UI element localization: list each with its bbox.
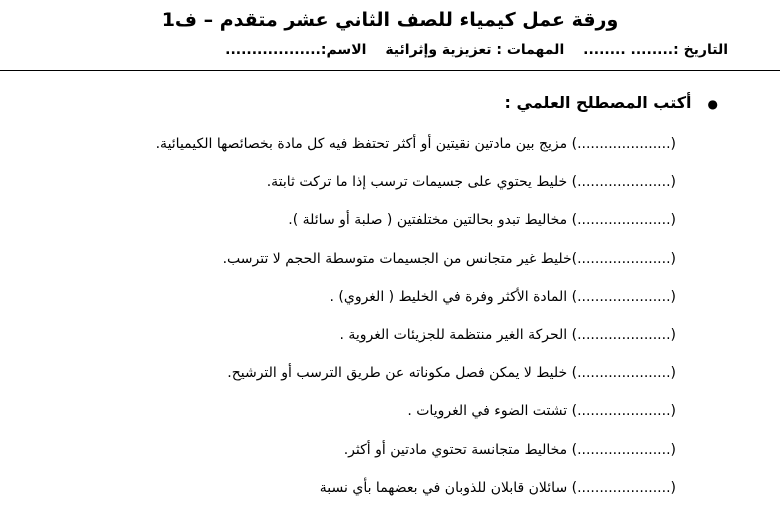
header-divider: [0, 70, 780, 71]
name-field-label: الاسم:..................: [225, 42, 367, 58]
question-list: [156, 125, 676, 507]
section-heading-text: أكتب المصطلح العلمي :: [504, 93, 692, 112]
question-item: (.....................) خليط لا يمكن فصل مكوناته عن طريق الترسب أو الترشيح.: [227, 365, 676, 382]
question-item: (.....................) الحركة الغير منتظمة للجزيئات الغروية .: [339, 326, 676, 343]
section-heading: [505, 91, 718, 116]
question-item: (.....................) مخاليط متجانسة تحتوي مادتين أو أكثر.: [343, 441, 676, 458]
question-item: (.....................) خليط يحتوي على جسيمات ترسب إذا ما تركت ثابتة.: [266, 174, 676, 191]
question-item: (.....................) مخاليط تبدو بحالتين مختلفتين ( صلبة أو سائلة ).: [288, 212, 676, 229]
worksheet-info-line: [225, 40, 728, 60]
question-item: (.....................) سائلان قابلان للذوبان في بعضهما بأي نسبة: [319, 479, 676, 496]
question-item: (.....................) المادة الأكثر وفرة في الخليط ( الغروي) .: [329, 288, 676, 305]
question-item: (.....................) مزيج بين مادتين نقيتين أو أكثر تحتفظ فيه كل مادة بخصائصها الكيميائية.: [155, 136, 676, 152]
question-item: (.....................)خليط غير متجانس من الجسيمات متوسطة الحجم لا تترسب.: [222, 250, 676, 267]
date-field-label: التاريخ :........ ........: [583, 42, 728, 58]
bullet-icon: ●: [707, 96, 718, 111]
tasks-label: المهمات : تعزيزية وإثرائية: [385, 42, 565, 58]
question-item: (.....................) تشتت الضوء في الغرويات .: [407, 403, 676, 420]
worksheet-title: ورقة عمل كيمياء للصف الثاني عشر متقدم – ف1: [161, 9, 619, 31]
